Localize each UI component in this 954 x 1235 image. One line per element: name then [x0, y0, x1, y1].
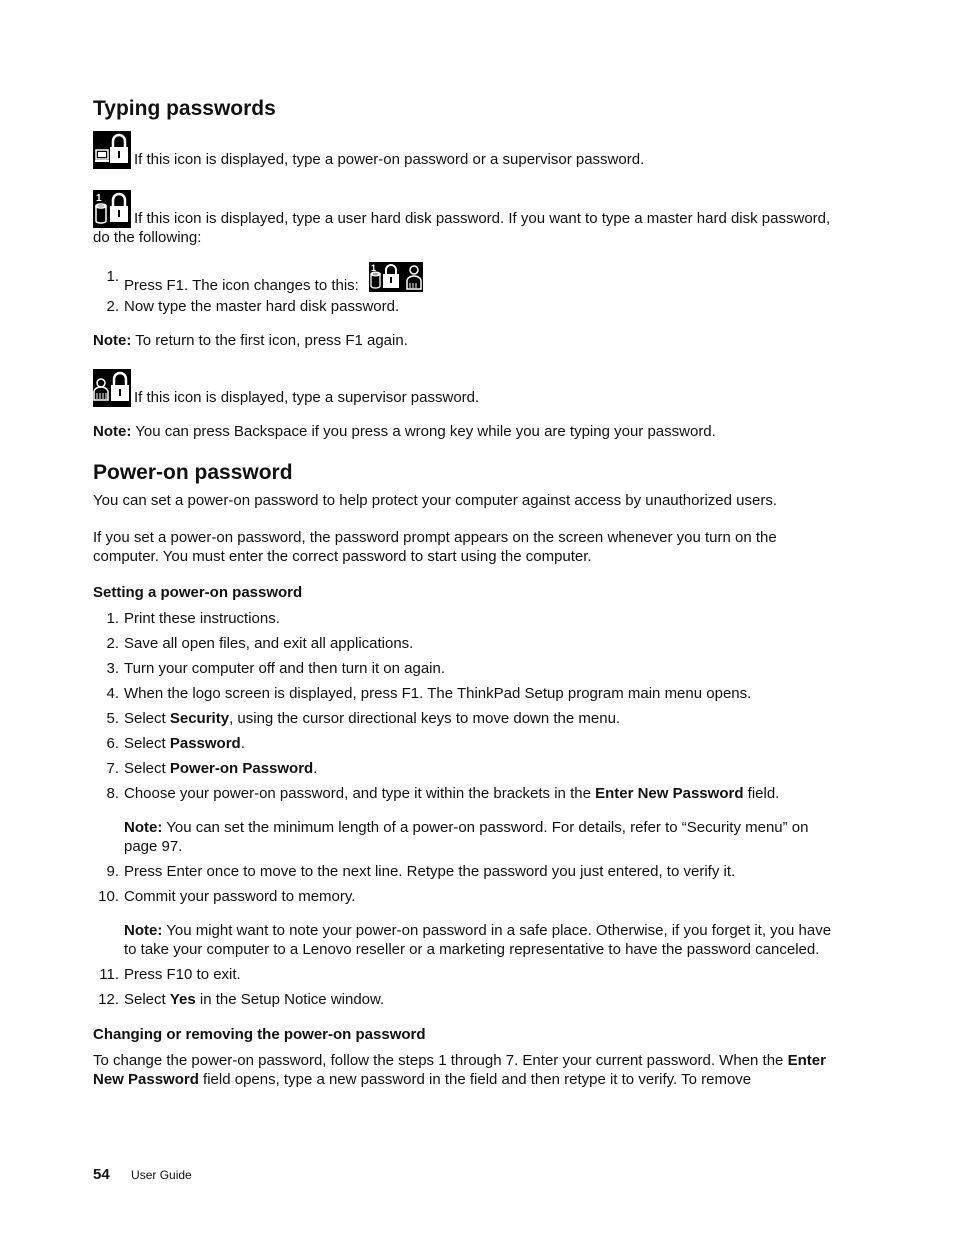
computer-lock-icon — [93, 131, 131, 169]
power-on-intro: You can set a power-on password to help protect your computer against access by unauthorized users. — [93, 492, 778, 509]
list-item: 6. Select Password. — [106, 735, 245, 752]
list-item: 1. Press F1. The icon changes to this: 1 — [93, 262, 838, 301]
list-item: 3. Turn your computer off and then turn it on again. — [106, 660, 446, 677]
icon2-text: If this icon is displayed, type a user hard disk password. If you want to type a master hard disk password, do the following: — [93, 210, 831, 246]
setting-steps — [93, 609, 838, 1009]
typing-passwords-heading: Typing passwords — [93, 97, 276, 120]
guide-label: User Guide — [131, 1168, 192, 1182]
hard-disk-lock-icon — [93, 190, 131, 228]
page-footer — [93, 1166, 192, 1183]
changing-paragraph: To change the power-on password, follow the steps 1 through 7. Enter your current password. When the Enter New Password field opens, type a new password in the field and then retype it to verify. To remove — [93, 1052, 826, 1088]
document-page — [93, 95, 838, 1089]
list-item: 5. Select Security, using the cursor directional keys to move down the menu. — [106, 710, 621, 727]
list-item: 8. Choose your power-on password, and type it within the brackets in the Enter New Password field. Note: You can set the minimum length of a power-on password. For details, refer to “Security menu” on page 97. — [93, 784, 838, 856]
list-item: 4. When the logo screen is displayed, press F1. The ThinkPad Setup program main menu opens. — [106, 685, 752, 702]
icon2-paragraph — [93, 190, 838, 247]
supervisor-lock-icon — [93, 369, 131, 407]
list-item: 7. Select Power-on Password. — [106, 760, 318, 777]
changing-power-on-heading: Changing or removing the power-on password — [93, 1026, 426, 1043]
master-hard-disk-lock-icon — [369, 262, 423, 292]
note-min-length: Note: You can set the minimum length of a power-on password. For details, refer to “Security menu” on page 97. — [124, 819, 809, 855]
svg-text:1: 1 — [96, 193, 102, 204]
power-on-prompt-paragraph: If you set a power-on password, the password prompt appears on the screen whenever you turn on the computer. You must enter the correct password to start using the computer. — [93, 529, 777, 565]
list-item: 11. Press F10 to exit. — [99, 966, 241, 983]
note-safe-place: Note: You might want to note your power-on password in a safe place. Otherwise, if you forget it, you have to take your computer to a Lenovo reseller or a marketing representative to have the password canceled. — [124, 922, 832, 958]
list-item: 1. Print these instructions. — [106, 610, 280, 627]
icon3-paragraph — [93, 369, 838, 407]
icon1-text: If this icon is displayed, type a power-on password or a supervisor password. — [134, 151, 645, 168]
note-first-icon: Note: To return to the first icon, press F1 again. — [93, 332, 408, 349]
list-item: 10. Commit your password to memory. Note: You might want to note your power-on password in a safe place. Otherwise, if you forget it, you have to take your computer to a Lenovo reseller or a marketing representative to have the password canceled. — [93, 887, 838, 959]
list-item: 2. Save all open files, and exit all applications. — [106, 635, 414, 652]
list-item: 2. Now type the master hard disk password. — [106, 298, 400, 315]
power-on-password-heading: Power-on password — [93, 461, 293, 484]
setting-power-on-heading: Setting a power-on password — [93, 584, 303, 601]
icon3-text: If this icon is displayed, type a supervisor password. — [134, 389, 480, 406]
icon1-paragraph — [93, 131, 838, 169]
svg-text:1: 1 — [371, 263, 377, 273]
note-backspace: Note: You can press Backspace if you press a wrong key while you are typing your password. — [93, 423, 716, 440]
list-item: 12. Select Yes in the Setup Notice window. — [98, 991, 385, 1008]
master-hdd-steps — [93, 262, 838, 316]
list-item: 9. Press Enter once to move to the next line. Retype the password you just entered, to verify it. — [106, 863, 736, 880]
page-number: 54 — [93, 1166, 110, 1183]
